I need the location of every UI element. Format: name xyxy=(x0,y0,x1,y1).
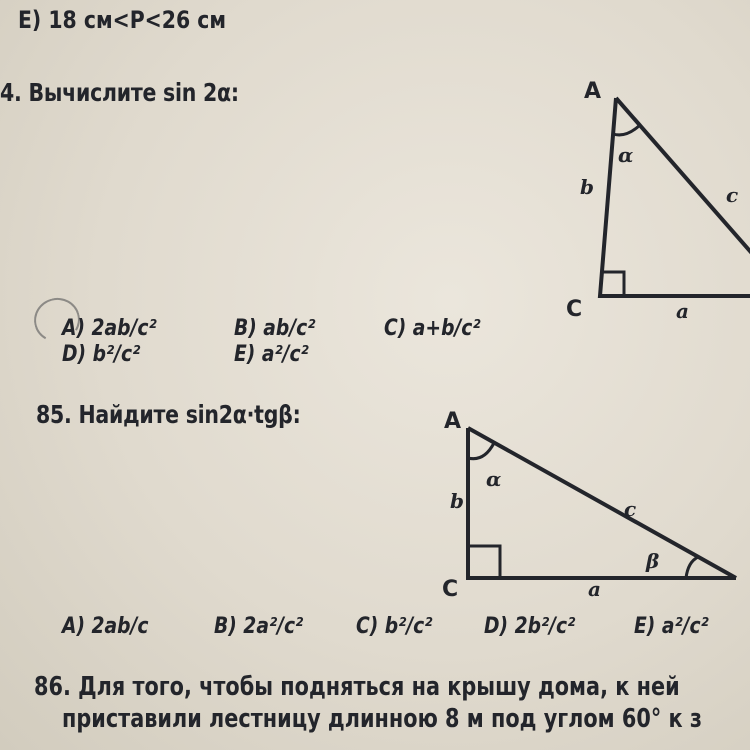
q84-option-A: A) 2ab/c² xyxy=(62,316,157,341)
q85-vertex-C: C xyxy=(442,577,459,602)
q85-option-C: C) b²/c² xyxy=(356,614,433,639)
q85-right-angle-mark xyxy=(468,546,500,578)
q85-beta-label: β xyxy=(646,549,660,573)
q86-line-1: 86. Для того, чтобы подняться на крышу дома, к ней xyxy=(34,672,680,702)
q85-beta-arc xyxy=(686,557,698,578)
q85-option-E: E) a²/c² xyxy=(634,614,709,639)
q84-option-B: B) ab/c² xyxy=(234,316,316,341)
q85-title: 85. Найдите sin2α·tgβ: xyxy=(36,400,301,429)
q84-right-angle-mark xyxy=(602,272,624,296)
q85-option-B: B) 2a²/c² xyxy=(214,614,304,639)
q85-triangle-diagram xyxy=(440,410,750,610)
top-answer-line: E) 18 см<P<26 см xyxy=(18,6,227,34)
q84-vertex-C: C xyxy=(566,297,583,322)
q84-vertex-A: A xyxy=(584,79,602,104)
q85-option-D: D) 2b²/c² xyxy=(484,614,576,639)
q84-option-C: C) a+b/c² xyxy=(384,316,481,341)
q84-side-a: a xyxy=(676,299,689,323)
q85-alpha-arc xyxy=(468,443,494,459)
q85-side-b: b xyxy=(450,489,464,513)
q84-side-c: c xyxy=(726,183,739,207)
q84-alpha-arc xyxy=(613,125,640,135)
q85-vertex-A: A xyxy=(444,409,462,434)
q84-side-b: b xyxy=(580,175,594,199)
q84-triangle-diagram xyxy=(560,78,750,323)
q85-option-A: A) 2ab/c xyxy=(62,614,149,639)
q84-hypotenuse xyxy=(616,98,750,258)
q85-side-c: c xyxy=(624,497,637,521)
q85-alpha-label: α xyxy=(486,467,502,491)
q84-option-E: E) a²/c² xyxy=(234,342,309,367)
q85-side-a: a xyxy=(588,577,601,601)
q85-hypotenuse xyxy=(468,428,736,578)
q84-title: 4. Вычислите sin 2α: xyxy=(0,78,239,107)
q84-option-D: D) b²/c² xyxy=(62,342,141,367)
q86-line-2: приставили лестницу длинною 8 м под углом 60° к з xyxy=(62,704,702,734)
q84-alpha-label: α xyxy=(618,143,634,167)
